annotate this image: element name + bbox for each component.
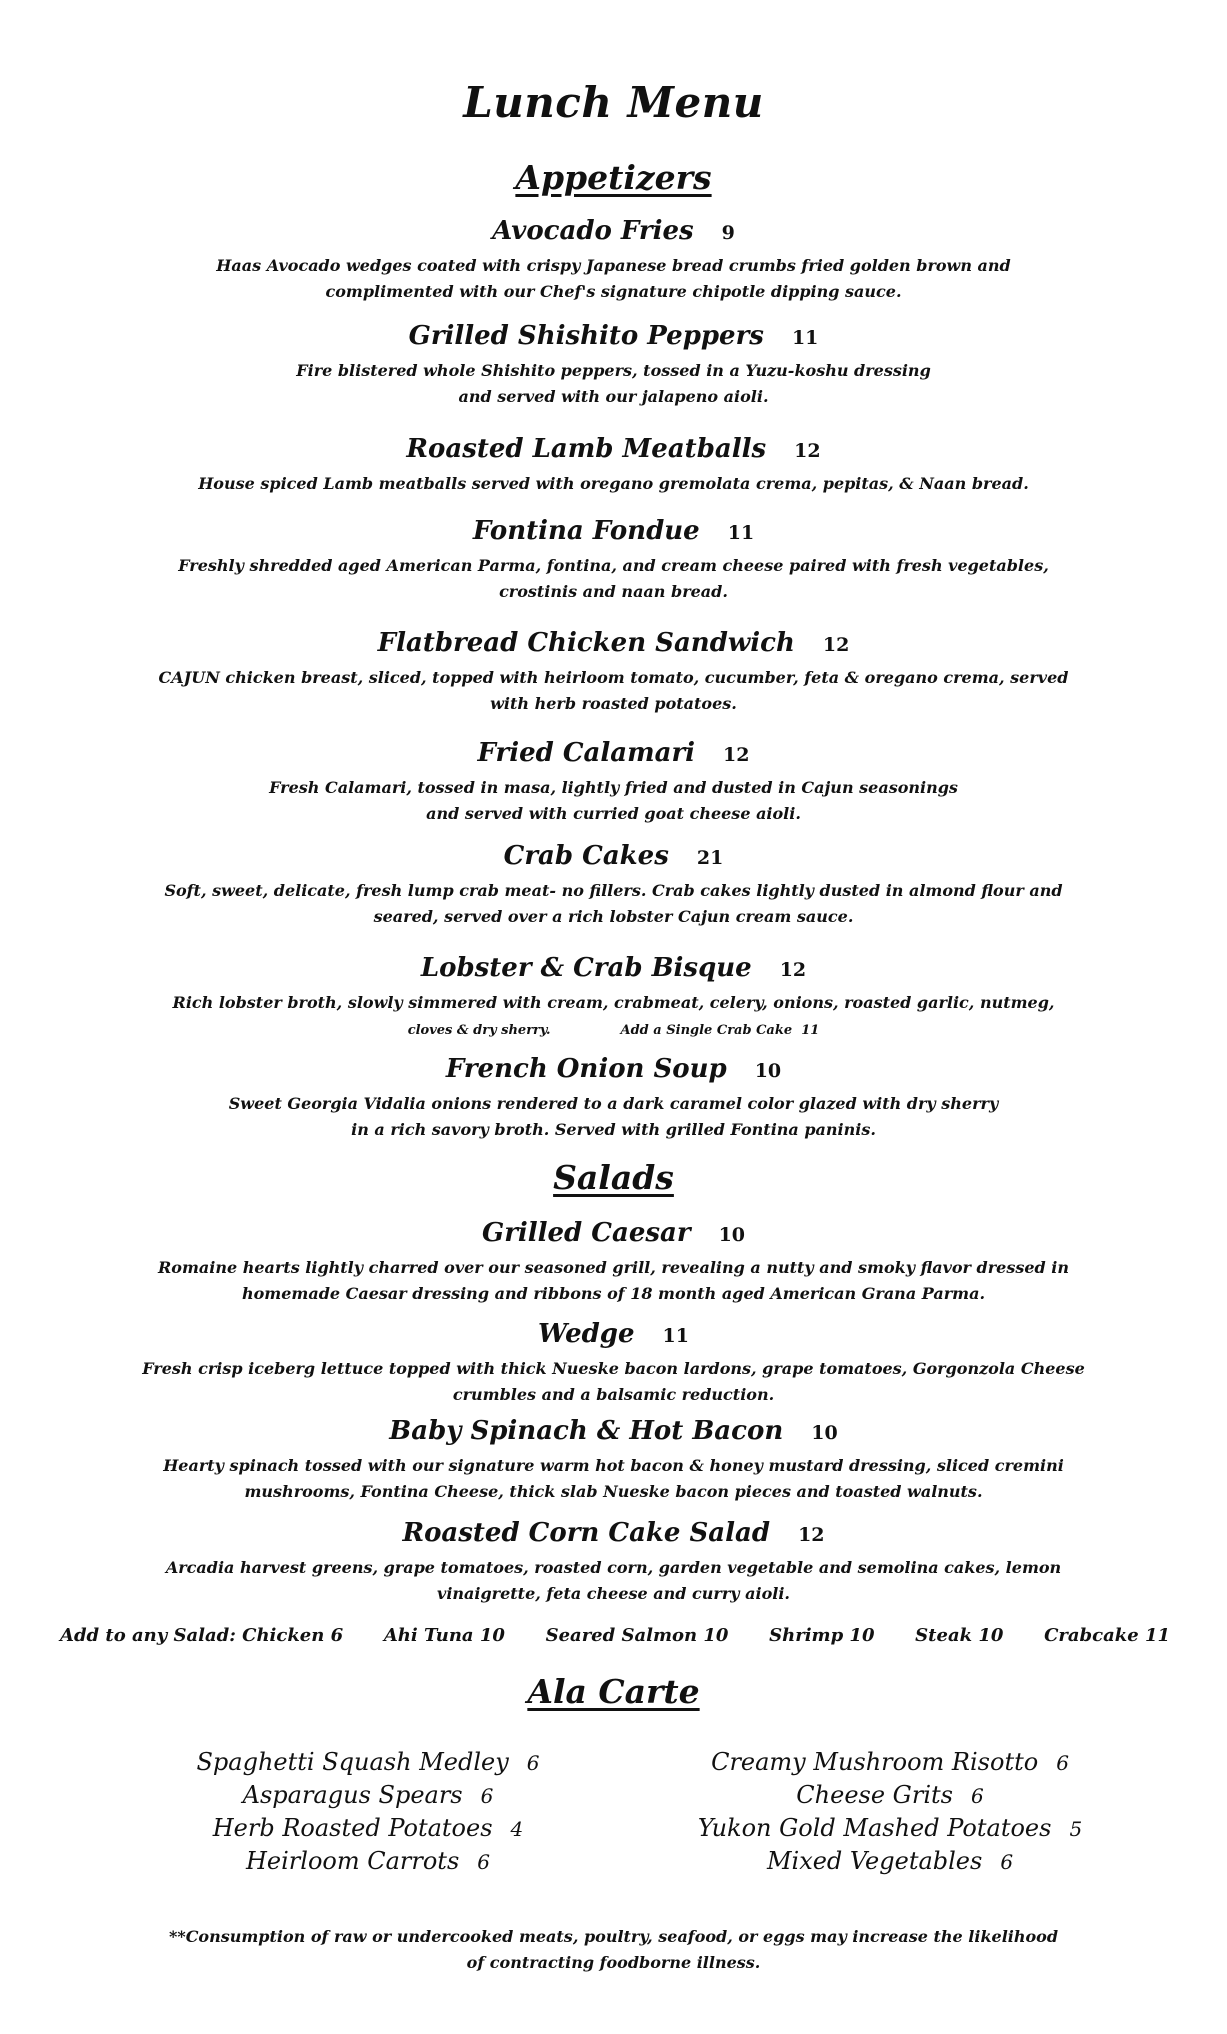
item-name: Roasted Lamb Meatballs <box>406 434 767 464</box>
ala-carte-item <box>118 1779 618 1812</box>
item-price: 10 <box>718 1224 746 1246</box>
menu-item-crab-cakes <box>120 840 1107 930</box>
item-description: with herb roasted potatoes. <box>490 694 737 713</box>
item-price: 10 <box>811 1422 838 1444</box>
item-description: Freshly shredded aged American Parma, fontina, and cream cheese paired with fresh vegetables, <box>178 556 1049 575</box>
menu-item-grilled-shishito-peppers <box>120 320 1107 410</box>
footnote-line: **Consumption of raw or undercooked meats, poultry, seafood, or eggs may increase the likelihood <box>168 1927 1059 1946</box>
menu-item-grilled-caesar <box>120 1217 1107 1307</box>
item-description: Romaine hearts lightly charred over our seasoned grill, revealing a nutty and smoky flavor dressed in <box>157 1258 1069 1277</box>
item-description: Soft, sweet, delicate, fresh lump crab meat- no fillers. Crab cakes lightly dusted in almond flour and <box>164 881 1063 900</box>
salad-addon: Add to any Salad: Chicken 6 <box>60 1625 344 1646</box>
item-description: Sweet Georgia Vidalia onions rendered to a dark caramel color glazed with dry sherry <box>228 1094 999 1113</box>
ala-carte-item-price: 6 <box>1056 1751 1069 1775</box>
ala-carte-item-price: 6 <box>477 1850 490 1874</box>
ala-carte-item-name: Herb Roasted Potatoes <box>212 1814 493 1842</box>
item-description: and served with our jalapeno aioli. <box>458 387 769 406</box>
menu-item-fontina-fondue <box>120 515 1107 605</box>
item-description: in a rich savory broth. Served with grilled Fontina paninis. <box>351 1120 876 1139</box>
ala-carte-right-column <box>640 1746 1140 1878</box>
item-price: 12 <box>723 744 750 766</box>
ala-carte-item <box>640 1812 1140 1845</box>
salad-addon: Shrimp 10 <box>769 1625 875 1646</box>
ala-carte-item-price: 6 <box>480 1784 494 1808</box>
item-price: 12 <box>822 634 850 656</box>
item-name: Fontina Fondue <box>472 516 700 546</box>
item-description: Hearty spinach tossed with our signature warm hot bacon & honey mustard dressing, sliced cremini <box>163 1456 1064 1475</box>
ala-carte-heading: Ala Carte <box>527 1672 700 1711</box>
item-name: French Onion Soup <box>445 1054 727 1084</box>
crab-cake-addon: Add a Single Crab Cake <box>620 1023 793 1038</box>
ala-carte-item-name: Spaghetti Squash Medley <box>196 1748 509 1776</box>
menu-item-roasted-corn-cake-salad <box>120 1517 1107 1607</box>
item-description: CAJUN chicken breast, sliced, topped with heirloom tomato, cucumber, feta & oregano crema, served <box>158 668 1069 687</box>
ala-carte-item-name: Yukon Gold Mashed Potatoes <box>697 1814 1052 1842</box>
page-title: Lunch Menu <box>463 78 764 127</box>
menu-item-fried-calamari <box>120 737 1107 827</box>
item-description: Fresh Calamari, tossed in masa, lightly fried and dusted in Cajun seasonings <box>269 778 958 797</box>
item-price: 21 <box>696 847 724 869</box>
item-name: Fried Calamari <box>477 738 696 768</box>
item-description: and served with curried goat cheese aioli. <box>426 804 801 823</box>
item-name: Baby Spinach & Hot Bacon <box>389 1416 784 1446</box>
salad-addon: Ahi Tuna 10 <box>383 1625 505 1646</box>
ala-carte-item-name: Creamy Mushroom Risotto <box>711 1748 1039 1776</box>
ala-carte-item-price: 6 <box>970 1784 984 1808</box>
ala-carte-item-price: 6 <box>526 1751 540 1775</box>
ala-carte-item-name: Asparagus Spears <box>242 1781 463 1809</box>
item-description: crostinis and naan bread. <box>499 582 728 601</box>
ala-carte-item-name: Cheese Grits <box>796 1781 953 1809</box>
ala-carte-item <box>118 1845 618 1878</box>
item-price: 9 <box>721 222 735 244</box>
salad-addon: Crabcake 11 <box>1044 1625 1170 1646</box>
item-name: Wedge <box>538 1319 635 1349</box>
menu-item-roasted-lamb-meatballs <box>120 433 1107 497</box>
ala-carte-left-column <box>118 1746 618 1878</box>
salad-addon: Seared Salmon 10 <box>545 1625 729 1646</box>
item-name: Roasted Corn Cake Salad <box>402 1518 771 1548</box>
item-description: Haas Avocado wedges coated with crispy Japanese bread crumbs fried golden brown and <box>216 256 1011 275</box>
item-description: Fresh crisp iceberg lettuce topped with thick Nueske bacon lardons, grape tomatoes, Gorgonzola Cheese <box>142 1359 1085 1378</box>
item-price: 12 <box>794 440 821 462</box>
ala-carte-item <box>640 1746 1140 1779</box>
item-name: Flatbread Chicken Sandwich <box>377 628 795 658</box>
item-description: seared, served over a rich lobster Cajun cream sauce. <box>373 907 854 926</box>
item-price: 12 <box>798 1524 825 1546</box>
menu-item-baby-spinach-hot-bacon <box>120 1415 1107 1505</box>
footnote-line: of contracting foodborne illness. <box>466 1953 761 1972</box>
item-name: Crab Cakes <box>503 841 669 871</box>
ala-carte-item <box>118 1812 618 1845</box>
ala-carte-item <box>640 1845 1140 1878</box>
item-description: Arcadia harvest greens, grape tomatoes, roasted corn, garden vegetable and semolina cakes, lemon <box>165 1558 1062 1577</box>
item-price: 12 <box>779 959 807 981</box>
item-price: 11 <box>791 327 819 349</box>
salad-addon: Steak 10 <box>915 1625 1004 1646</box>
menu-item-avocado-fries <box>120 215 1107 305</box>
salads-heading: Salads <box>553 1158 674 1197</box>
item-description: vinaigrette, feta cheese and curry aioli. <box>437 1584 790 1603</box>
ala-carte-item-name: Heirloom Carrots <box>245 1847 460 1875</box>
item-name: Lobster & Crab Bisque <box>420 953 752 983</box>
item-description: crumbles and a balsamic reduction. <box>452 1385 775 1404</box>
ala-carte-item-name: Mixed Vegetables <box>766 1847 983 1875</box>
ala-carte-item-price: 4 <box>510 1817 524 1841</box>
crab-cake-addon-price: 11 <box>801 1023 820 1038</box>
item-description: mushrooms, Fontina Cheese, thick slab Nueske bacon pieces and toasted walnuts. <box>244 1482 983 1501</box>
item-description: cloves & dry sherry. <box>407 1023 551 1038</box>
item-description: complimented with our Chef's signature chipotle dipping sauce. <box>325 282 902 301</box>
menu-item-wedge <box>120 1318 1107 1408</box>
menu-item-french-onion-soup <box>120 1053 1107 1143</box>
ala-carte-item <box>640 1779 1140 1812</box>
item-price: 11 <box>727 522 755 544</box>
food-safety-footnote <box>120 1924 1107 1976</box>
menu-item-flatbread-chicken-sandwich <box>120 627 1107 717</box>
item-name: Grilled Caesar <box>481 1218 691 1248</box>
item-description: homemade Caesar dressing and ribbons of 18 month aged American Grana Parma. <box>241 1284 986 1303</box>
item-name: Avocado Fries <box>492 216 694 246</box>
ala-carte-item-price: 6 <box>1000 1850 1014 1874</box>
item-price: 11 <box>662 1325 689 1347</box>
menu-item-lobster-crab-bisque <box>120 952 1107 1044</box>
item-price: 10 <box>754 1060 782 1082</box>
item-description: House spiced Lamb meatballs served with oregano gremolata crema, pepitas, & Naan bread. <box>198 474 1029 493</box>
item-description: Fire blistered whole Shishito peppers, tossed in a Yuzu-koshu dressing <box>296 361 931 380</box>
item-name: Grilled Shishito Peppers <box>408 321 764 351</box>
ala-carte-item <box>118 1746 618 1779</box>
appetizers-heading: Appetizers <box>515 158 712 197</box>
salad-addons <box>60 1625 1170 1646</box>
ala-carte-item-price: 5 <box>1069 1817 1083 1841</box>
item-description: Rich lobster broth, slowly simmered with cream, crabmeat, celery, onions, roasted garlic, nutmeg, <box>172 993 1055 1012</box>
